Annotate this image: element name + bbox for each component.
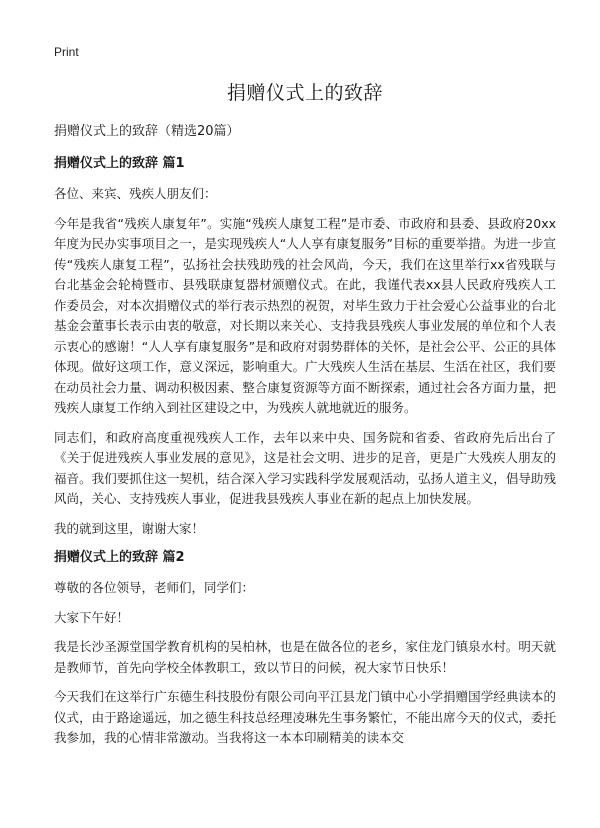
print-label[interactable]: Print [54,45,79,59]
paragraph: 我的就到这里，谢谢大家！ [54,520,205,536]
paragraph: 今天我们在这举行广东德生科技股份有限公司向平江县龙门镇中心小学捐赠国学经典读本的仪式，由于路途遥远，加之德生科技总经理凌琳先生事务繁忙，不能出席今天的仪式，委托我参加，我的心情非常激动。当我将这一本本印刷精美的读本交 [54,689,556,745]
section-heading-2: 捐赠仪式上的致辞 篇2 [54,550,185,565]
paragraph: 大家下午好！ [54,609,130,625]
document-subtitle: 捐赠仪式上的致辞（精选20篇） [54,124,240,139]
document-title: 捐赠仪式上的致辞 [226,82,383,104]
section-heading-1: 捐赠仪式上的致辞 篇1 [54,156,185,171]
paragraph: 今年是我省“残疾人康复年”。实施“残疾人康复工程”是市委、市政府和县委、县政府20xx年度为民办实事项目之一，是实现残疾人“人人享有康复服务”目标的重要举措。为进一步宣传“残疾人康复工程”，弘扬社会扶残助残的社会风尚，今天，我们在这里举行xx省残联与台北基金会轮椅暨市、县残联康复器材颁赠仪式。在此，我谨代表xx县人民政府残疾人工作委员会，对本次捐赠仪式的举行表示热烈的祝贺，对毕生致力于社会爱心公益事业的台北基金会董事长表示由衷的敬意，对长期以来关心、支持我县残疾人事业发展的单位和个人表示衷心的感谢！“人人享有康复服务”是和政府对弱势群体的关怀，是社会公平、公正的具体体现。做好这项工作，意义深远，影响重大。广大残疾人生活在基层、生活在社区，我们要在动员社会力量、调动积极因素、整合康复资源等方面不断探索，通过社会各方面力量，把残疾人康复工作纳入到社区建设之中，为残疾人就地就近的服务。 [54,215,556,415]
paragraph: 我是长沙圣源堂国学教育机构的吴柏林，也是在做各位的老乡，家住龙门镇泉水村。明天就是教师节，首先向学校全体教职工，致以节日的问候，祝大家节日快乐！ [54,639,556,675]
paragraph: 各位、来宾、残疾人朋友们： [54,186,217,201]
paragraph: 同志们，和政府高度重视残疾人工作，去年以来中央、国务院和省委、省政府先后出台了《关于促进残疾人事业发展的意见》，这是社会文明、进步的足音，更是广大残疾人朋友的福音。我们要抓住这一契机，结合深入学习实践科学发展观活动，弘扬人道主义，倡导助残风尚，关心、支持残疾人事业，促进我县残疾人事业在新的起点上加快发展。 [54,429,556,506]
paragraph: 尊敬的各位领导，老师们，同学们： [54,580,255,595]
